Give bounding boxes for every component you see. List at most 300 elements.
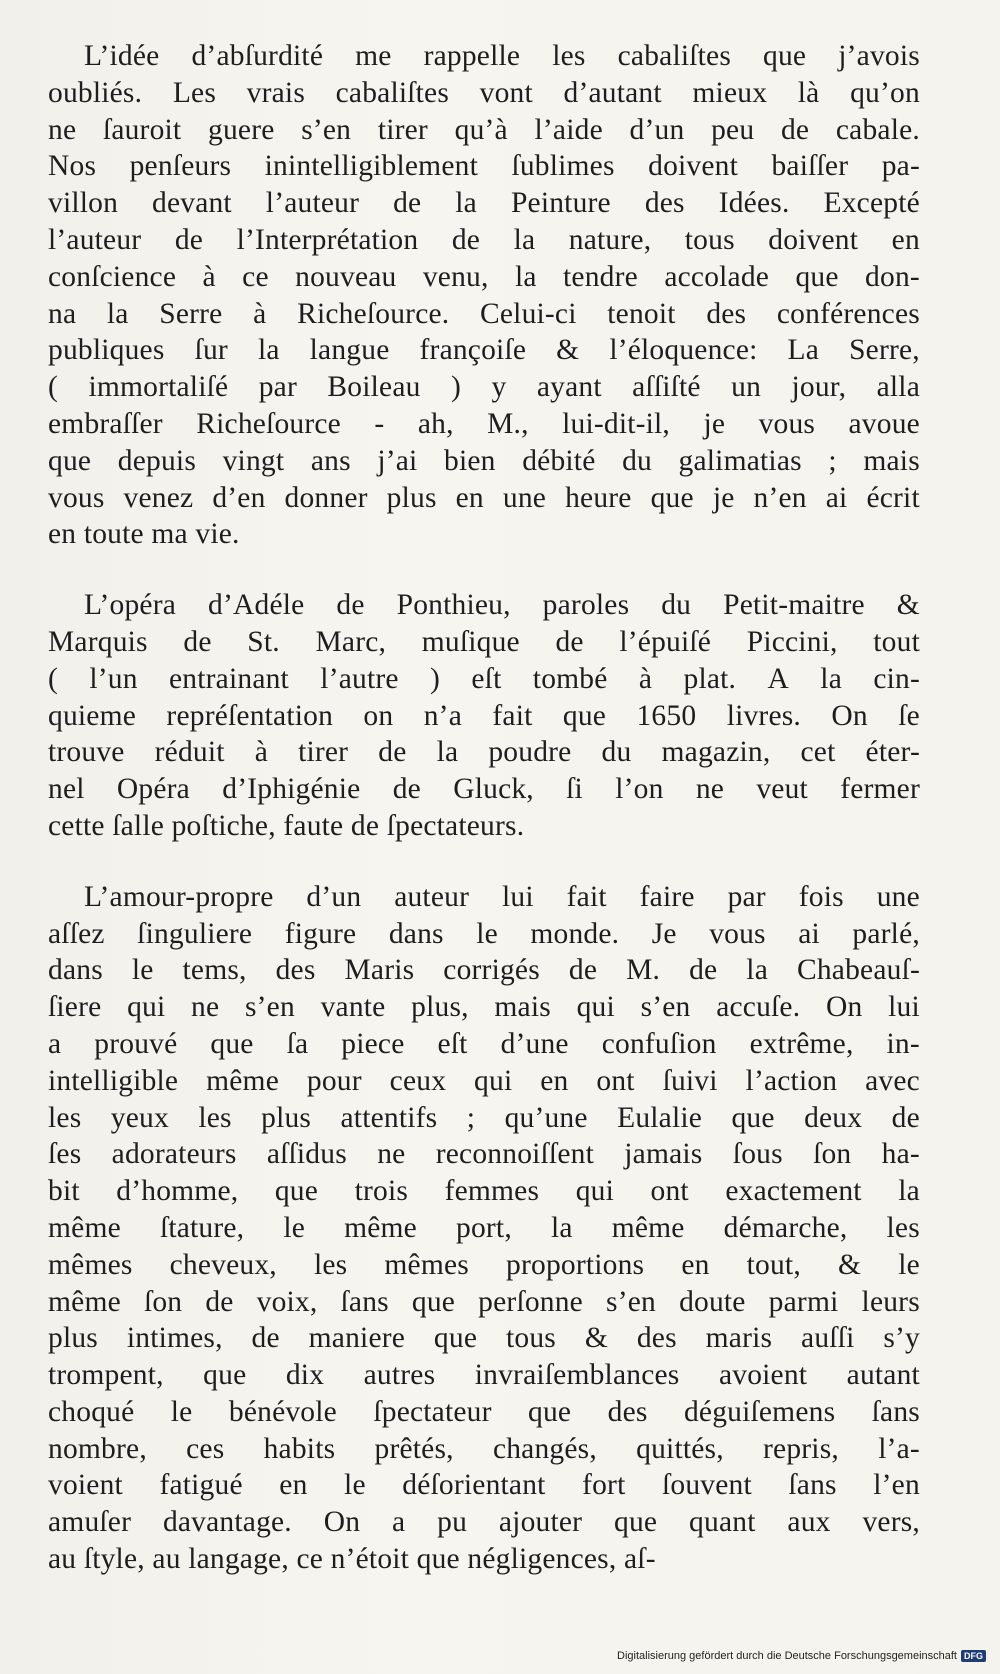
word: de [205, 1285, 234, 1318]
text-line [48, 771, 920, 808]
word: l’autre [320, 662, 399, 695]
word: donner [284, 481, 368, 514]
word: repréſentation [166, 699, 334, 732]
word: immortaliſé [88, 371, 229, 404]
text-line [48, 443, 920, 480]
text-line [48, 734, 920, 771]
dfg-logo-icon: DFG [961, 1650, 986, 1662]
text-line [48, 38, 920, 75]
word: l’action [745, 1064, 838, 1097]
word: alla [876, 371, 920, 404]
word: de [689, 954, 718, 987]
word: de [568, 954, 598, 987]
word: n’en [753, 481, 807, 514]
text-line [48, 296, 920, 333]
word: a [48, 1027, 62, 1060]
word: livres. [726, 699, 802, 732]
word: déguiſemens [683, 1395, 836, 1428]
text-line [48, 1100, 920, 1137]
word: embraſſer [48, 407, 163, 440]
word: corrigés [443, 954, 540, 987]
word: de [392, 773, 421, 806]
word: la [106, 297, 129, 330]
word: eſt [437, 1027, 468, 1060]
word: de [555, 625, 584, 658]
word: galimatias [678, 444, 802, 477]
word: pa- [881, 150, 920, 183]
text-line [48, 75, 920, 112]
word: dans [388, 917, 444, 950]
word: yeux [110, 1101, 169, 1134]
word: trois [354, 1175, 409, 1208]
word: j’avois [838, 40, 920, 72]
word: même [48, 1285, 121, 1318]
paragraph-gap [48, 845, 920, 879]
word: ſinguliere [137, 917, 253, 950]
word: vont [479, 76, 533, 109]
word: cabaliſtes [335, 76, 450, 109]
word: voix, [256, 1285, 318, 1318]
word: muſique [421, 625, 520, 658]
word: déſorientant [402, 1469, 546, 1502]
word: fait [492, 699, 533, 732]
word: auteur [394, 880, 470, 913]
word: deux [804, 1101, 863, 1134]
word: pour [306, 1064, 362, 1097]
word: l’en [873, 1469, 920, 1502]
word: ſiere [48, 991, 102, 1024]
word: doivent [768, 223, 859, 256]
word: invraiſemblances [474, 1359, 680, 1392]
word: maris [705, 1322, 773, 1355]
word: vingt [222, 444, 285, 477]
word: voient [48, 1469, 123, 1502]
word: me [355, 40, 392, 72]
word: ai [798, 917, 820, 950]
word: veut [756, 773, 808, 806]
word: même [206, 1064, 279, 1097]
word: choqué [48, 1395, 135, 1428]
word: que [650, 481, 694, 514]
word: de [378, 736, 407, 769]
word: Petit-maitre [723, 589, 865, 622]
word: la [550, 1211, 573, 1244]
word: pu [437, 1506, 468, 1539]
word: ſauroit [102, 113, 182, 146]
word: ſous [732, 1138, 783, 1171]
word: démarche, [723, 1211, 848, 1244]
word: un [731, 371, 762, 404]
word: je [703, 407, 726, 440]
text-line [48, 1394, 920, 1431]
word: ) [451, 371, 462, 404]
word: ayant [536, 371, 602, 404]
word: dix [285, 1359, 325, 1392]
word: cet [800, 736, 836, 769]
word: fort [582, 1469, 626, 1502]
word: même [48, 1211, 121, 1244]
word: exactement [725, 1175, 862, 1208]
word: eſt [471, 662, 502, 695]
word: l’aide [534, 113, 603, 146]
word: - [374, 407, 385, 440]
paragraph [48, 587, 920, 845]
word: mais [494, 991, 551, 1024]
word: intimes, [126, 1322, 223, 1355]
word: ceux [389, 1064, 447, 1097]
word: adorateurs [111, 1138, 237, 1171]
word: ha- [881, 1138, 920, 1171]
word: villon [48, 187, 119, 220]
word: port, [456, 1211, 512, 1244]
word: ah, [417, 407, 454, 440]
text-line: au ſtyle, au langage, ce n’étoit que négligences, aſ- [48, 1543, 656, 1576]
word: cin- [873, 662, 920, 695]
word: ne [377, 1138, 406, 1171]
word: la [455, 187, 477, 220]
word: Piccini, [746, 625, 838, 658]
word: l’auteur [265, 187, 360, 220]
word: plus [48, 1322, 98, 1355]
word: du [661, 589, 692, 622]
text-line [48, 1284, 920, 1321]
word: & [584, 1322, 608, 1355]
word: venez [123, 481, 194, 514]
word: nel [48, 773, 85, 806]
word: y [491, 371, 507, 404]
word: lui [502, 880, 534, 913]
word: Je [651, 917, 677, 950]
word: cabaliſtes [617, 40, 731, 72]
word: Opéra [116, 773, 190, 806]
text-line [48, 1467, 920, 1504]
word: là [797, 76, 820, 109]
word: conſcience [48, 260, 177, 293]
word: bénévole [228, 1395, 337, 1428]
word: une [502, 481, 547, 514]
word: On [831, 699, 868, 732]
word: auſſi [801, 1322, 855, 1355]
word: don- [865, 260, 920, 293]
word: qui [474, 1064, 513, 1097]
paragraph-gap [48, 553, 920, 587]
word: amuſer [48, 1506, 132, 1539]
word: en [891, 223, 920, 256]
word: proportions [506, 1248, 645, 1281]
word: que [614, 1506, 658, 1539]
word: n’a [423, 699, 462, 732]
word: ) [430, 662, 441, 695]
word: que [731, 1101, 775, 1134]
text-line: en toute ma vie. [48, 518, 240, 551]
word: baiſſer [771, 150, 849, 183]
text-line [48, 879, 920, 916]
word: même [344, 1211, 417, 1244]
word: nature, [568, 223, 652, 256]
word: repris, [763, 1432, 839, 1465]
text-line [48, 148, 920, 185]
word: ont [596, 1064, 635, 1097]
word: à [254, 736, 269, 769]
word: que [763, 40, 807, 72]
word: tout [873, 625, 920, 658]
word: in- [886, 1027, 920, 1060]
word: jamais [624, 1138, 703, 1171]
word: des [607, 1395, 648, 1428]
text-line [48, 222, 920, 259]
word: qui [575, 1175, 614, 1208]
word: On [825, 991, 863, 1024]
word: l’Interprétation [236, 223, 419, 256]
word: ſtature, [159, 1211, 245, 1244]
word: l’a- [878, 1432, 920, 1465]
word: jour, [791, 371, 847, 404]
word: ( [48, 662, 59, 695]
word: na [48, 297, 77, 330]
word: Eulalie [617, 1101, 703, 1134]
word: que [203, 1359, 247, 1392]
word: extrême, [749, 1027, 854, 1060]
word: & [556, 334, 580, 367]
word: ( [48, 371, 59, 404]
word: tenoit [607, 297, 676, 330]
word: à [202, 260, 216, 293]
word: de [891, 1101, 920, 1134]
word: L’opéra [84, 589, 177, 622]
text-line [48, 1136, 920, 1173]
word: les [198, 1101, 232, 1134]
word: Richeſource [196, 407, 341, 440]
word: que [433, 1322, 478, 1355]
credit-text: Digitalisierung gefördert durch die Deutsche Forschungsgemeinschaft [617, 1650, 957, 1662]
word: s’en [640, 991, 691, 1024]
word: vers, [862, 1506, 920, 1539]
word: le [131, 954, 154, 987]
word: s’en [606, 1285, 656, 1318]
word: des [275, 954, 316, 987]
word: confuſion [601, 1027, 717, 1060]
word: trouve [48, 736, 125, 769]
word: avoue [848, 407, 920, 440]
word: prêtés, [374, 1432, 454, 1465]
word: tous [684, 223, 735, 256]
word: ai [825, 481, 848, 514]
word: doivent [648, 150, 739, 183]
word: par [258, 371, 297, 404]
word: langue [309, 334, 390, 367]
word: fois [798, 880, 844, 913]
word: par [727, 880, 766, 913]
word: bit [48, 1175, 80, 1208]
word: la [436, 736, 459, 769]
word: tirer [377, 113, 428, 146]
text-line [48, 1063, 920, 1100]
word: davantage. [162, 1506, 292, 1539]
word: autant [846, 1359, 920, 1392]
word: le [170, 1395, 193, 1428]
word: ans [310, 444, 351, 477]
word: en [279, 1469, 308, 1502]
word: monde. [530, 917, 620, 950]
word: L’amour-propre [84, 880, 274, 913]
word: l’on [615, 773, 664, 806]
word: l’auteur [48, 223, 142, 256]
word: figure [284, 917, 357, 950]
word: Excepté [823, 187, 920, 220]
word: d’autant [563, 76, 662, 109]
word: A [767, 662, 789, 695]
word: mêmes [384, 1248, 469, 1281]
word: inintelligiblement [264, 150, 478, 183]
word: aux [787, 1506, 831, 1539]
word: ſi [566, 773, 583, 806]
word: fait [566, 880, 607, 913]
text-line [48, 916, 920, 953]
word: françoiſe [419, 334, 527, 367]
word: qui [127, 991, 166, 1024]
word: intelligible [48, 1064, 179, 1097]
word: & [896, 589, 920, 622]
word: la [257, 334, 280, 367]
word: ont [650, 1175, 689, 1208]
word: en [455, 481, 484, 514]
text-line [48, 332, 920, 369]
word: la [513, 223, 536, 256]
word: la [746, 954, 768, 987]
text-line [48, 1026, 920, 1063]
word: de [183, 625, 212, 658]
word: guere [208, 113, 275, 146]
word: quant [689, 1506, 756, 1539]
paragraph [48, 879, 920, 1578]
word: ſans [788, 1469, 837, 1502]
word: avoient [718, 1359, 808, 1392]
word: ſur [194, 334, 228, 367]
word: qu’une [504, 1101, 588, 1134]
word: éter- [865, 736, 920, 769]
text-line [48, 480, 920, 517]
word: vante [320, 991, 386, 1024]
word: qu’à [454, 113, 508, 146]
word: que [562, 699, 607, 732]
word: venu, [422, 260, 489, 293]
word: ſe [898, 699, 920, 732]
word: quittés, [636, 1432, 724, 1465]
word: leurs [861, 1285, 920, 1318]
word: ſpectateur [373, 1395, 492, 1428]
word: aſſidus [266, 1138, 347, 1171]
word: s’en [244, 991, 295, 1024]
word: rappelle [423, 40, 521, 72]
text-line [48, 1173, 920, 1210]
word: M., [487, 407, 529, 440]
word: l’épuiſé [619, 625, 712, 658]
word: tirer [298, 736, 349, 769]
word: que [795, 260, 839, 293]
word: le [344, 1469, 366, 1502]
digitization-credit [617, 1650, 986, 1662]
word: tout, [746, 1248, 801, 1281]
text-line [48, 989, 920, 1026]
word: reconnoiſſent [435, 1138, 594, 1171]
word: ſa [286, 1027, 309, 1060]
word: le [476, 917, 498, 950]
text-line [48, 1357, 920, 1394]
word: ces [186, 1432, 225, 1465]
word: que [528, 1395, 572, 1428]
word: ne [695, 773, 725, 806]
word: ſouvent [662, 1469, 752, 1502]
word: a [392, 1506, 406, 1539]
text-line [48, 587, 920, 624]
word: à [638, 662, 653, 695]
text-line [48, 185, 920, 222]
word: entrainant [169, 662, 289, 695]
word: Maris [344, 954, 415, 987]
word: On [323, 1506, 361, 1539]
word: les [48, 1101, 82, 1134]
word: le [898, 1248, 920, 1281]
word: femmes [444, 1175, 540, 1208]
word: M. [626, 954, 661, 987]
paragraph [48, 38, 920, 553]
word: débité [522, 444, 596, 477]
word: tous [505, 1322, 556, 1355]
word: de [251, 1322, 280, 1355]
word: parmi [768, 1285, 839, 1318]
word: Celui-ci [480, 297, 577, 330]
word: penſeurs [129, 150, 232, 183]
word: 1650 [636, 699, 697, 732]
word: ; [466, 1101, 476, 1134]
word: l’éloquence: [609, 334, 758, 367]
word: depuis [117, 444, 197, 477]
word: nouveau [295, 260, 397, 293]
word: ſublimes [511, 150, 615, 183]
word: d’Adéle [208, 589, 305, 622]
word: s’en [301, 113, 352, 146]
word: accuſe. [716, 991, 801, 1024]
word: s’y [883, 1322, 920, 1355]
word: ajouter [498, 1506, 583, 1539]
word: tombé [532, 662, 608, 695]
word: mais [863, 444, 920, 477]
word: conférences [776, 297, 920, 330]
word: doute [679, 1285, 746, 1318]
word: les [313, 1248, 348, 1281]
word: d’Iphigénie [222, 773, 361, 806]
text-line [48, 112, 920, 149]
word: autres [363, 1359, 436, 1392]
word: la [514, 260, 537, 293]
word: une [876, 880, 920, 913]
word: l’un [89, 662, 138, 695]
word: ſon [143, 1285, 183, 1318]
text-line [48, 1210, 920, 1247]
word: d’une [500, 1027, 569, 1060]
word: & [837, 1248, 862, 1281]
word: trompent, [48, 1359, 164, 1392]
word: attentifs [340, 1101, 438, 1134]
word: des [636, 1322, 677, 1355]
word: faire [639, 880, 695, 913]
word: publiques [48, 334, 165, 367]
word: écrit [866, 481, 920, 514]
word: du [622, 444, 652, 477]
word: la [898, 1175, 920, 1208]
word: réduit [154, 736, 225, 769]
word: je [712, 481, 735, 514]
